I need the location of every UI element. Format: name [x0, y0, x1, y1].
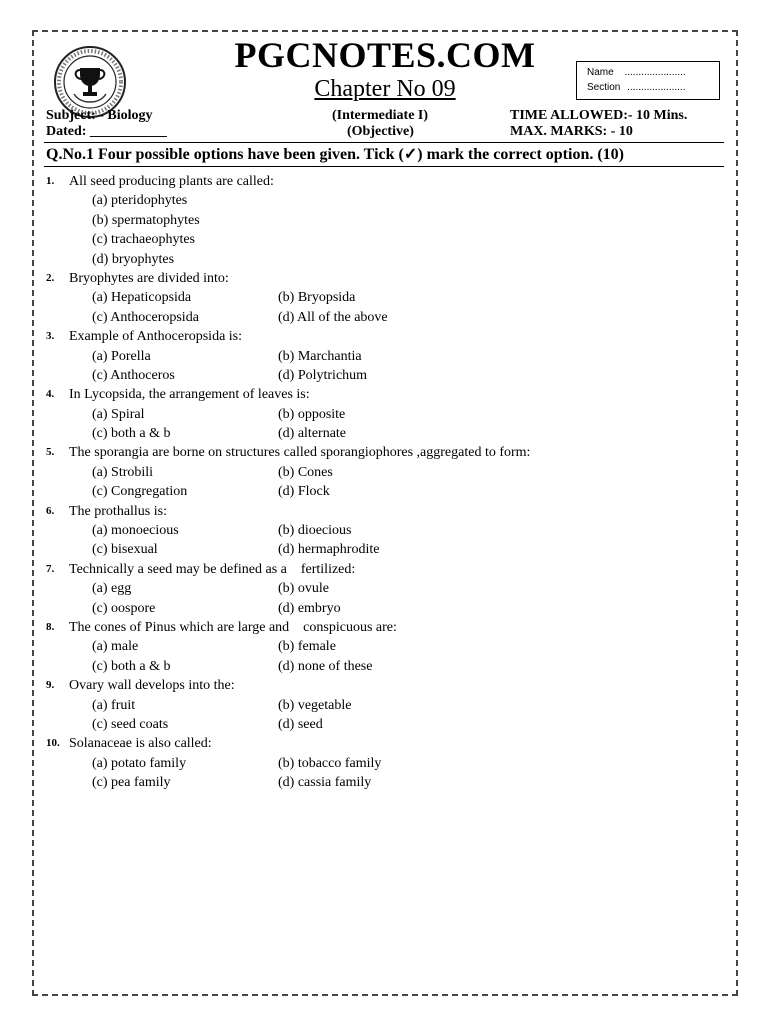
option-c[interactable]: (c) oospore	[92, 600, 156, 616]
option-d[interactable]: (d) cassia family	[278, 775, 372, 791]
mcq-item	[46, 502, 726, 521]
name-section-box	[576, 61, 720, 100]
mcq-item	[46, 172, 726, 191]
mcq-item	[46, 560, 726, 579]
type-label: (Objective)	[347, 124, 414, 139]
mcq-item	[46, 385, 726, 404]
option-c[interactable]: (c) seed coats	[92, 716, 169, 732]
question-stem: In Lycopsida, the arrangement of leaves is:	[69, 387, 310, 403]
chapter-title: Chapter No 09	[314, 76, 456, 102]
question-number: 4.	[46, 388, 55, 401]
question-stem: Bryophytes are divided into:	[69, 270, 229, 286]
option-d[interactable]: (d) Flock	[278, 484, 330, 500]
question-number: 5.	[46, 446, 55, 459]
question-stem: The sporangia are borne on structures called sporangiophores ,aggregated to form:	[69, 445, 531, 461]
option-d[interactable]: (d) none of these	[278, 658, 373, 674]
section-label: Section	[587, 82, 621, 93]
option-b[interactable]: (b) vegetable	[278, 697, 352, 713]
subject-label: Subject: - Biology	[46, 108, 153, 123]
option-d[interactable]: (d) bryophytes	[92, 251, 175, 267]
option-d[interactable]: (d) hermaphrodite	[278, 542, 380, 558]
option-c[interactable]: (c) pea family	[92, 775, 171, 791]
question-number: 1.	[46, 175, 55, 187]
header-divider-top	[44, 142, 724, 143]
question-stem: Solanaceae is also called:	[69, 736, 212, 752]
question-number: 8.	[46, 620, 55, 633]
name-dots: ......................	[624, 67, 686, 78]
question-stem: Technically a seed may be defined as a fertilized:	[69, 561, 356, 577]
max-marks-label: MAX. MARKS: - 10	[510, 124, 633, 139]
mcq-item	[46, 269, 726, 288]
option-b[interactable]: (b) opposite	[278, 406, 346, 422]
option-c[interactable]: (c) both a & b	[92, 426, 171, 442]
option-c[interactable]: (c) both a & b	[92, 658, 171, 674]
name-line	[587, 65, 709, 80]
option-d[interactable]: (d) embryo	[278, 600, 341, 616]
option-a[interactable]: (a) Spiral	[92, 406, 145, 422]
dated-label: Dated: ___________	[46, 124, 167, 139]
header-divider-bottom	[44, 166, 724, 167]
option-a[interactable]: (a) monoecious	[92, 523, 179, 539]
level-label: (Intermediate I)	[332, 108, 429, 123]
site-title: PGCNOTES.COM	[234, 35, 536, 75]
mcq-item	[46, 618, 726, 637]
option-c[interactable]: (c) trachaeophytes	[92, 232, 195, 248]
question-stem: The cones of Pinus which are large and conspicuous are:	[69, 619, 397, 635]
mcq-list	[46, 172, 726, 793]
mcq-item	[46, 443, 726, 462]
option-b[interactable]: (b) Cones	[278, 464, 333, 480]
option-b[interactable]: (b) ovule	[278, 581, 329, 597]
mcq-item	[46, 676, 726, 695]
question-number: 9.	[46, 679, 55, 692]
time-allowed-label: TIME ALLOWED:- 10 Mins.	[510, 108, 688, 123]
option-b[interactable]: (b) Bryopsida	[278, 290, 356, 306]
option-d[interactable]: (d) seed	[278, 716, 323, 732]
option-a[interactable]: (a) potato family	[92, 755, 187, 771]
question-number: 6.	[46, 504, 55, 517]
option-b[interactable]: (b) female	[278, 639, 336, 655]
question-number: 3.	[46, 330, 55, 343]
option-a[interactable]: (a) pteridophytes	[92, 193, 188, 209]
section-dots: .....................	[627, 82, 686, 93]
option-a[interactable]: (a) male	[92, 639, 139, 655]
mcq-item	[46, 327, 726, 346]
option-b[interactable]: (b) dioecious	[278, 523, 352, 539]
option-a[interactable]: (a) fruit	[92, 697, 136, 713]
question-stem: Ovary wall develops into the:	[69, 678, 235, 694]
option-b[interactable]: (b) Marchantia	[278, 348, 362, 364]
option-c[interactable]: (c) bisexual	[92, 542, 158, 558]
question-stem: Example of Anthoceropsida is:	[69, 329, 243, 345]
option-d[interactable]: (d) alternate	[278, 426, 347, 442]
question-heading: Q.No.1 Four possible options have been given. Tick (✓) mark the correct option. (10)	[46, 146, 624, 163]
question-number: 2.	[46, 271, 55, 284]
option-d[interactable]: (d) All of the above	[278, 309, 388, 325]
option-c[interactable]: (c) Anthoceropsida	[92, 309, 199, 325]
question-number: 10.	[46, 737, 60, 750]
section-line	[587, 80, 709, 95]
mcq-item	[46, 734, 726, 753]
question-stem: All seed producing plants are called:	[69, 174, 274, 189]
option-c[interactable]: (c) Anthoceros	[92, 367, 175, 383]
option-c[interactable]: (c) Congregation	[92, 484, 188, 500]
option-a[interactable]: (a) Hepaticopsida	[92, 290, 192, 306]
option-d[interactable]: (d) Polytrichum	[278, 367, 368, 383]
question-stem: The prothallus is:	[69, 503, 167, 519]
option-a[interactable]: (a) Porella	[92, 348, 151, 364]
name-label: Name	[587, 67, 614, 78]
option-b[interactable]: (b) tobacco family	[278, 755, 382, 771]
question-number: 7.	[46, 562, 55, 575]
option-b[interactable]: (b) spermatophytes	[92, 212, 200, 228]
option-a[interactable]: (a) egg	[92, 581, 132, 597]
option-a[interactable]: (a) Strobili	[92, 464, 154, 480]
